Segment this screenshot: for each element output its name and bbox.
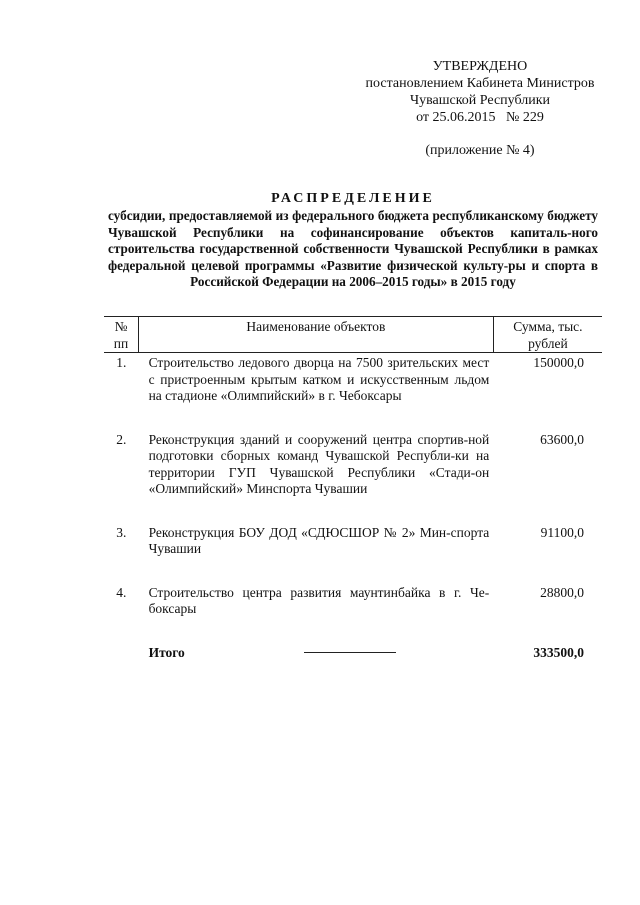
approval-block [350,58,610,159]
approval-heading: УТВЕРЖДЕНО [432,59,528,74]
table-row [104,430,602,523]
row-name: Строительство ледового дворца на 7500 зрительских мест с пристроенным крытым катком и искусственным льдом на стадионе «Олимпийский» в г. Чебоксары [148,355,490,403]
header-name: Наименование объектов [139,317,494,353]
row-num: 4. [116,584,127,600]
table-row [104,583,602,643]
row-sum: 63600,0 [540,431,584,447]
document-title: РАСПРЕДЕЛЕНИЕ [271,191,435,206]
row-name: Реконструкция БОУ ДОД «СДЮСШОР № 2» Мин-спорта Чувашии [148,524,490,556]
total-sum: 333500,0 [533,644,584,660]
row-sum: 91100,0 [540,524,584,540]
row-sum: 28800,0 [540,584,584,600]
approval-date-number: от 25.06.2015 № 229 [416,110,544,125]
row-num: 2. [116,431,127,447]
header-sum: Сумма, тыс. рублей [493,317,602,353]
approval-republic: Чувашской Республики [409,93,551,108]
table-row [104,523,602,583]
row-name: Строительство центра развития маунтинбайка в г. Че-боксары [148,584,490,616]
row-num: 3. [116,524,127,540]
total-label: Итого [148,644,185,660]
row-name: Реконструкция зданий и сооружений центра спортив-ной подготовки сборных команд Чувашской Республи-ки на территории ГУП Чувашской Республики «Стади-он «Олимпийский» Минспорта Чувашии [148,431,490,496]
distribution-table [104,316,602,661]
row-sum: 150000,0 [533,355,584,370]
closing-divider [304,652,396,653]
table-row [104,353,602,430]
row-num: 1. [116,355,127,370]
table-header-row [104,317,602,353]
header-num: № пп [104,317,139,353]
document-subtitle: субсидии, предоставляемой из федерального бюджета республиканскому бюджету Чувашской Республики на софинансирование объектов капиталь-ного строительства государственной собственности Чувашской Республики в рамках федеральной целевой программы «Развитие физической культу-ры и спорта в Российской Федерации на 2006–2015 годы» в 2015 году [108,208,598,290]
approval-resolution: постановлением Кабинета Министров [365,76,595,91]
appendix-label: (приложение № 4) [425,143,535,158]
